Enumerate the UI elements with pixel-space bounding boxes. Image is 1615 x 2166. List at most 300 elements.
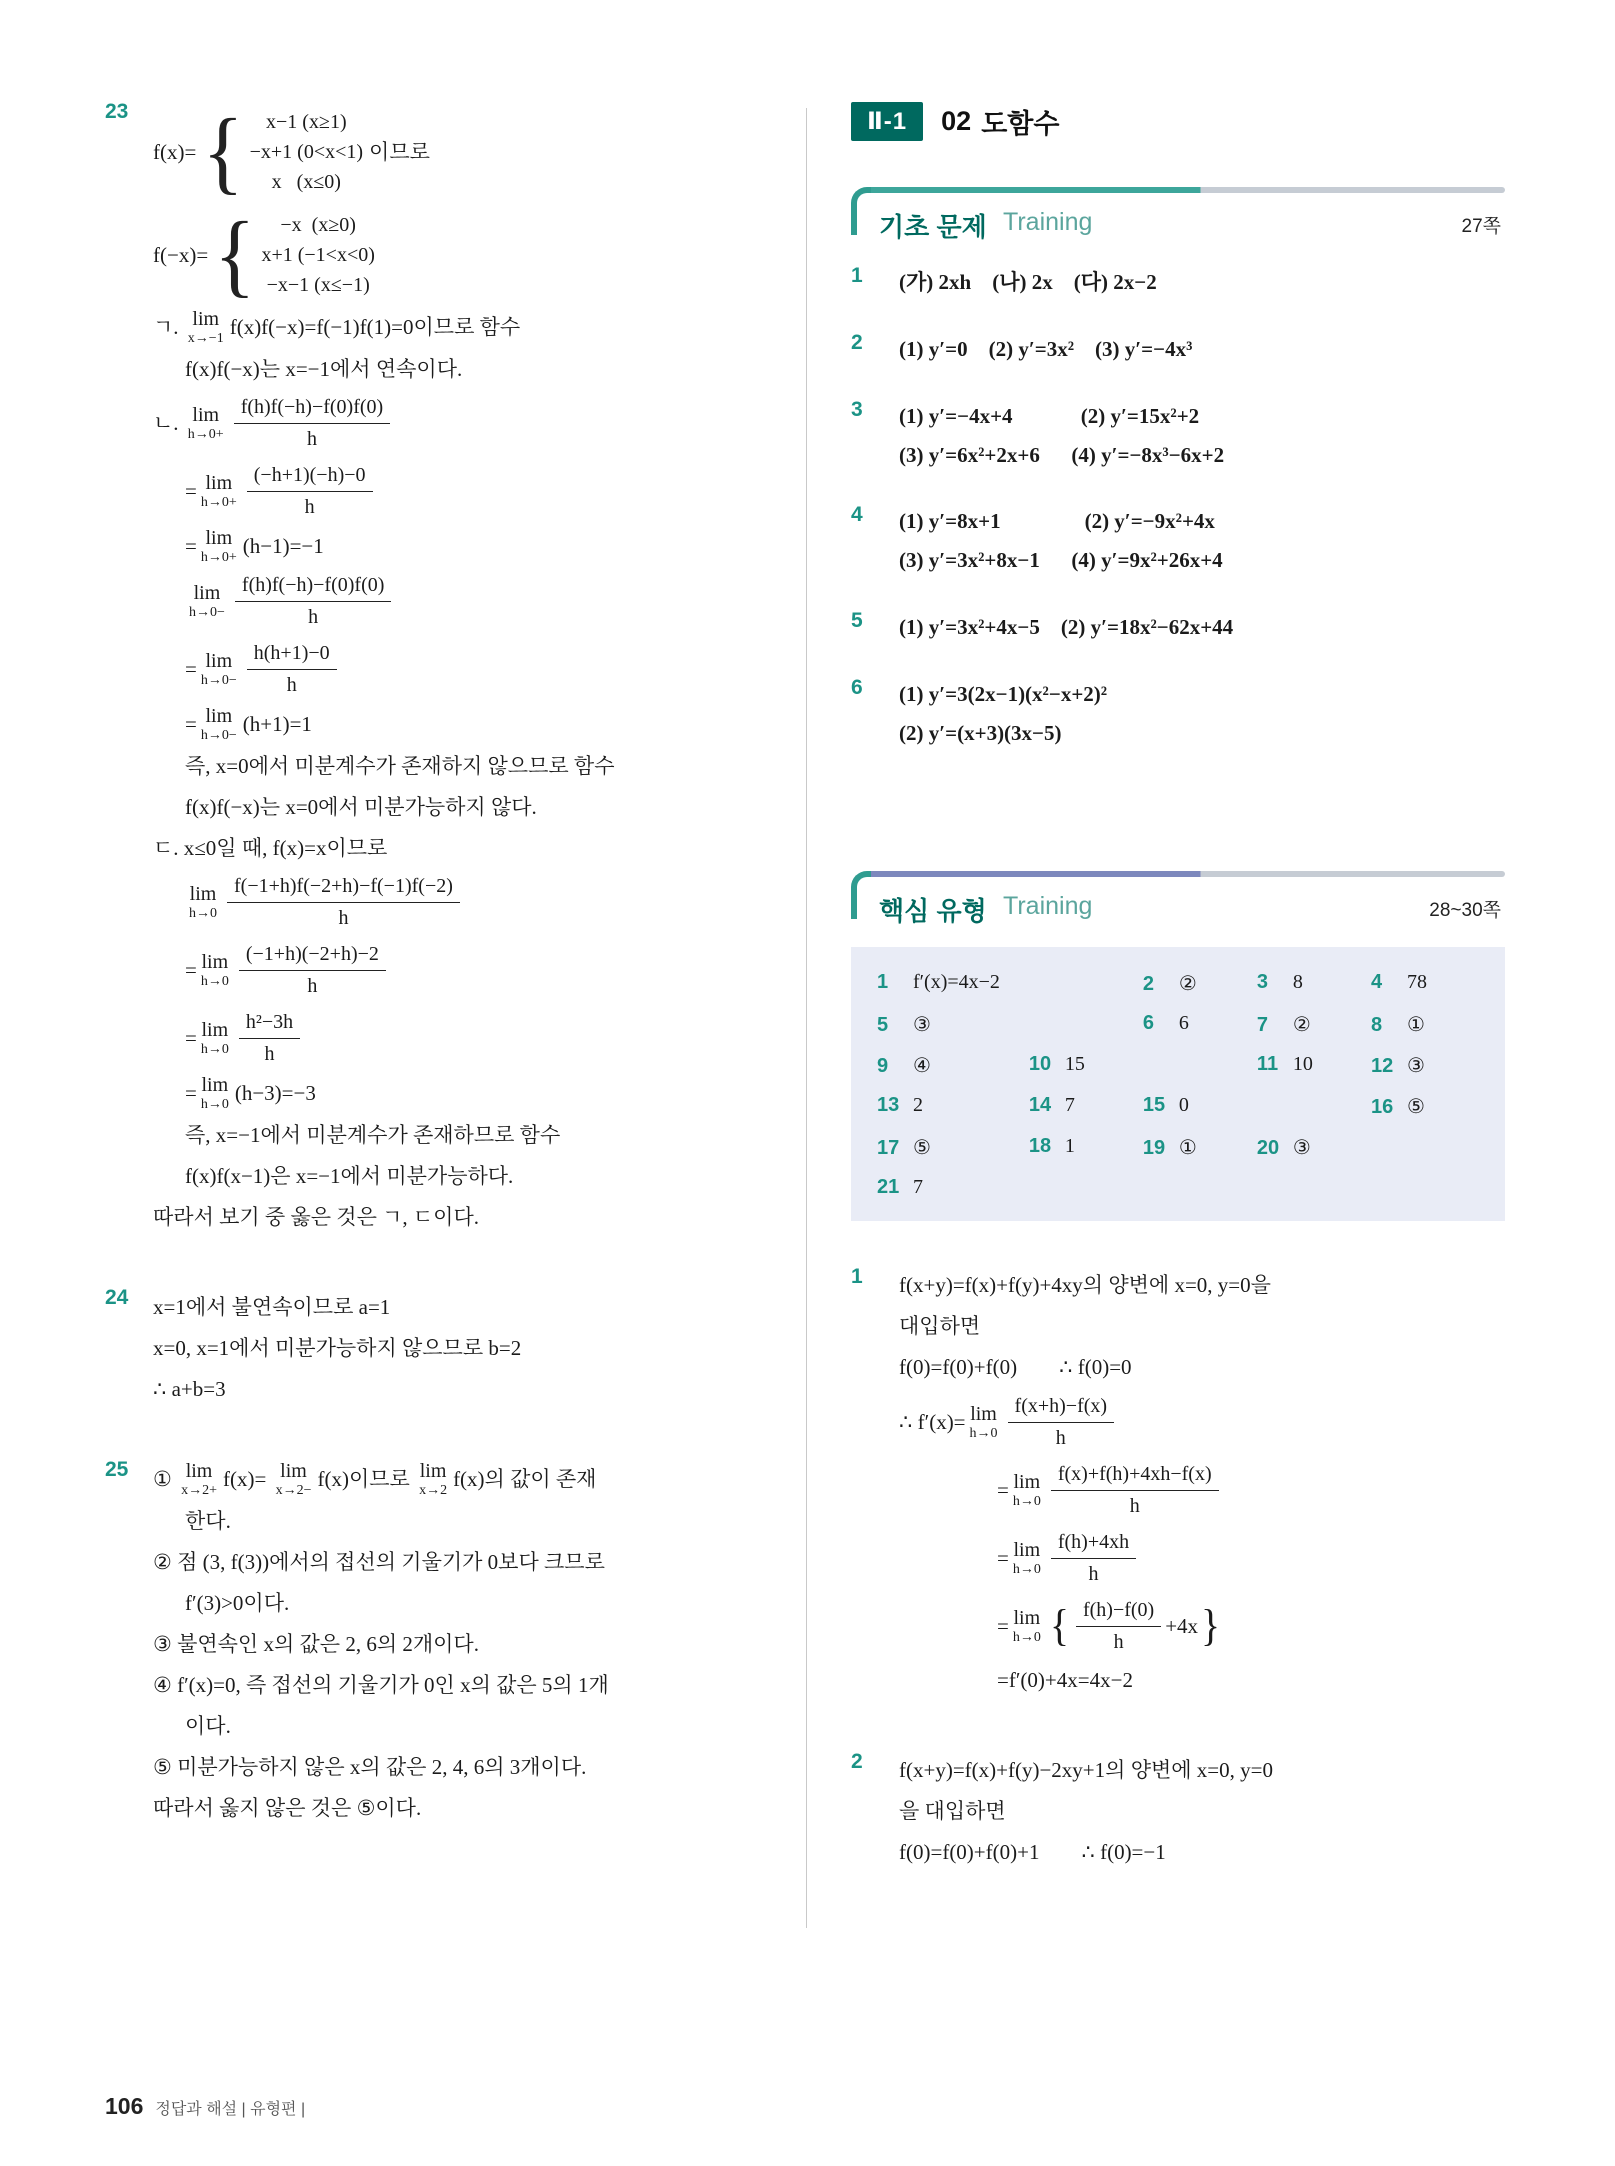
grid-answer-value: ①	[1178, 1136, 1197, 1159]
limit-subscript: h→0+	[200, 495, 237, 510]
fraction-numerator: (−1+h)(−2+h)−2	[239, 941, 386, 971]
grid-answer	[1371, 1094, 1479, 1119]
math-text: ∴ f′(x)=	[899, 1409, 966, 1434]
grid-answer-value: ④	[913, 1054, 931, 1077]
answer-line: (1) y′=3(2x−1)(x²−x+2)²	[899, 681, 1108, 706]
math-line	[153, 1749, 760, 1785]
math-line	[185, 1158, 760, 1194]
answer-lines	[899, 330, 1505, 369]
fraction	[1051, 1529, 1136, 1588]
fraction-numerator: f(x)+f(h)+4xh−f(x)	[1051, 1461, 1219, 1491]
grid-answer-value: 7	[913, 1175, 923, 1198]
limit-subscript: h→0	[1012, 1493, 1041, 1509]
fraction	[1051, 1461, 1219, 1520]
math-line	[153, 1667, 760, 1703]
math-line	[899, 1391, 1505, 1454]
math-line	[185, 748, 760, 784]
math-text: 이므로	[369, 139, 430, 164]
math-text: =	[185, 1081, 197, 1106]
fraction-denominator: h	[286, 674, 297, 696]
fraction	[227, 873, 460, 932]
math-line	[153, 1790, 760, 1826]
limit-subscript: x→−1	[187, 331, 224, 346]
answer-item	[851, 263, 1505, 302]
math-text: f(0)=f(0)+f(0)+1 ∴ f(0)=−1	[899, 1840, 1166, 1865]
grid-answer	[1257, 1012, 1365, 1037]
math-text: f(x)f(−x)는 x=−1에서 연속이다.	[185, 356, 463, 381]
math-text: 을 대입하면	[899, 1799, 1006, 1824]
answer-number: 4	[851, 503, 863, 527]
limit-subscript: h→0	[200, 974, 229, 989]
limit	[1013, 1540, 1041, 1577]
math-text: f(x+y)=f(x)+f(y)−2xy+1의 양변에 x=0, y=0	[899, 1758, 1273, 1783]
fraction	[1076, 1597, 1161, 1656]
limit-subscript: h→0−	[189, 605, 225, 620]
fraction-denominator: h	[306, 428, 317, 450]
fraction-numerator: f(h)f(−h)−f(0)f(0)	[235, 572, 391, 602]
brace-icon: {	[202, 99, 244, 203]
grid-answer	[1257, 1053, 1365, 1078]
problem-number: 1	[851, 1264, 863, 1288]
grid-answer	[877, 1094, 1023, 1119]
answer-number: 6	[851, 675, 863, 699]
limit	[201, 1075, 229, 1112]
math-line	[185, 1503, 760, 1539]
limit	[419, 1461, 447, 1498]
grid-answer-number: 13	[877, 1093, 900, 1116]
limit	[201, 528, 237, 565]
piecewise-row: x−1 (x≥1)	[266, 111, 347, 133]
math-line	[899, 1309, 1505, 1345]
limit-subscript: h→0	[1012, 1629, 1041, 1645]
grid-answer-number: 7	[1256, 1013, 1269, 1036]
math-text: =	[185, 479, 197, 504]
piecewise-rows	[250, 107, 363, 197]
grid-answer-value: 10	[1292, 1052, 1313, 1075]
answer-lines	[899, 263, 1505, 302]
limit-word: lim	[419, 1460, 447, 1482]
math-text: f(x)=	[153, 139, 197, 164]
limit	[1013, 1472, 1041, 1509]
grid-answer-value: 1	[1064, 1134, 1075, 1157]
math-text: ③ 불연속인 x의 값은 2, 6의 2개이다.	[153, 1631, 479, 1656]
grid-answer	[1029, 1094, 1137, 1119]
limit-subscript: h→0+	[187, 427, 224, 442]
limit-word: lim	[192, 404, 220, 426]
grid-answer-number: 9	[877, 1054, 889, 1077]
grid-answer-number: 15	[1142, 1093, 1166, 1116]
problem-number: 2	[851, 1749, 863, 1773]
problem-number: 24	[105, 1286, 129, 1309]
fraction-numerator: (−h+1)(−h)−0	[247, 462, 373, 492]
basic-training-section	[851, 187, 1505, 753]
page-footer	[105, 2093, 305, 2120]
fraction	[1008, 1393, 1115, 1452]
math-text: =	[185, 657, 197, 682]
piecewise-rows	[261, 210, 374, 300]
limit-subscript: x→2+	[181, 1483, 217, 1498]
math-text: 따라서 옳지 않은 것은 ⑤이다.	[153, 1795, 422, 1820]
basic-page-reference: 27쪽	[1461, 216, 1501, 237]
big-delimiter: }	[1201, 1601, 1221, 1651]
grid-answer-number: 17	[877, 1136, 900, 1159]
limit	[189, 884, 217, 921]
answer-line: (3) y′=6x²+2x+6 (4) y′=−8x³−6x+2	[899, 442, 1225, 467]
math-text: =	[185, 958, 197, 983]
piecewise-row: x (x≤0)	[271, 171, 341, 193]
answer-number: 2	[851, 330, 863, 354]
grid-answer-number: 4	[1370, 970, 1383, 993]
limit-word: lim	[192, 308, 220, 330]
math-text: f′(3)>0이다.	[185, 1590, 290, 1615]
limit-word: lim	[1013, 1470, 1041, 1493]
basic-section-title: 기초 문제	[879, 212, 987, 242]
fraction-denominator: h	[1088, 1562, 1099, 1585]
section-title: 도함수	[981, 109, 1060, 139]
limit	[189, 583, 225, 620]
math-text: x=1에서 불연속이므로 a=1	[153, 1294, 391, 1319]
fraction-denominator: h	[1055, 1426, 1066, 1449]
grid-answer	[1257, 1135, 1479, 1160]
math-text: =	[185, 534, 197, 559]
math-line	[153, 392, 760, 455]
limit	[188, 309, 224, 346]
problem	[105, 1456, 760, 1831]
fraction-numerator: h(h+1)−0	[247, 640, 337, 670]
math-line	[185, 1585, 760, 1621]
answer-line: (1) y′=3x²+4x−5 (2) y′=18x²−62x+44	[899, 615, 1234, 640]
limit-word: lim	[280, 1460, 307, 1482]
math-line	[899, 1753, 1505, 1789]
answer-number: 3	[851, 397, 863, 421]
grid-answer-number: 10	[1028, 1052, 1052, 1075]
problem-number: 23	[105, 100, 129, 123]
math-text: f(x)이므로	[317, 1467, 416, 1492]
grid-answer	[1029, 1135, 1137, 1160]
fraction-denominator: h	[308, 606, 319, 628]
math-line	[185, 570, 760, 633]
answer-lines	[899, 675, 1505, 753]
answer-line: (1) y′=8x+1 (2) y′=−9x²+4x	[899, 509, 1215, 534]
math-text: 이다.	[185, 1713, 231, 1738]
math-line	[185, 351, 760, 387]
math-line	[185, 528, 760, 565]
problem-body	[899, 1263, 1505, 1704]
chapter-header	[851, 102, 1505, 141]
math-line	[153, 1199, 760, 1235]
right-column	[851, 98, 1505, 1928]
core-section-title: 핵심 유형	[879, 895, 987, 926]
grid-answer-value: ⑤	[1406, 1095, 1425, 1118]
grid-answer-value: 2	[913, 1093, 923, 1116]
basic-section-subtitle: Training	[1003, 208, 1093, 236]
grid-answer-number: 1	[877, 970, 889, 993]
limit	[201, 473, 237, 510]
math-text: ② 점 (3, f(3))에서의 접선의 기울기가 0보다 크므로	[153, 1549, 605, 1574]
problem-number: 25	[105, 1458, 129, 1481]
grid-answer-value: ③	[913, 1013, 931, 1036]
limit-word: lim	[1013, 1606, 1041, 1629]
problem	[105, 98, 760, 1240]
limit-word: lim	[205, 472, 233, 494]
answer-lines	[899, 502, 1505, 580]
grid-answer-number: 6	[1142, 1011, 1154, 1034]
grid-answer-number: 11	[1256, 1052, 1279, 1075]
fraction-denominator: h	[338, 907, 349, 929]
limit-subscript: h→0	[200, 1042, 229, 1057]
math-text: ㄱ.	[153, 315, 184, 340]
chapter-badge: Ⅱ-1	[851, 102, 923, 141]
limit	[201, 952, 229, 989]
math-text: =f′(0)+4x=4x−2	[997, 1668, 1133, 1693]
math-text: ④ f′(x)=0, 즉 접선의 기울기가 0인 x의 값은 5의 1개	[153, 1672, 609, 1697]
math-line	[153, 202, 760, 306]
grid-answer-number: 12	[1370, 1054, 1394, 1077]
answer-lines	[899, 397, 1505, 475]
page-columns	[105, 98, 1505, 1928]
limit-word: lim	[193, 582, 221, 604]
limit	[188, 405, 224, 442]
limit-word: lim	[205, 705, 233, 727]
limit-word: lim	[185, 1460, 213, 1482]
math-line	[997, 1663, 1505, 1699]
problem-body	[153, 1284, 760, 1412]
fraction	[247, 640, 337, 699]
grid-answer-value: ②	[1292, 1013, 1311, 1036]
limit-subscript: h→0	[189, 906, 217, 921]
problem	[105, 1284, 760, 1412]
grid-answer-value: ①	[1406, 1013, 1425, 1036]
limit	[201, 651, 237, 688]
footer-label: 정답과 해설 | 유형편 |	[155, 2101, 306, 2118]
core-training-section	[851, 871, 1505, 1876]
grid-answer-value: 7	[1064, 1093, 1075, 1116]
limit	[201, 1020, 229, 1057]
grid-answer	[1371, 1053, 1479, 1078]
fraction	[235, 572, 391, 631]
fraction-denominator: h	[1129, 1494, 1140, 1517]
math-line	[153, 1544, 760, 1580]
limit-word: lim	[201, 1019, 229, 1041]
core-section-subtitle: Training	[1003, 891, 1093, 920]
limit-word: lim	[201, 951, 229, 973]
fraction-numerator: f(−1+h)f(−2+h)−f(−1)f(−2)	[227, 873, 460, 903]
basic-section-header	[851, 187, 1505, 249]
section-corner-accent	[851, 187, 879, 235]
grid-answer-value: 0	[1178, 1093, 1189, 1116]
math-line	[185, 1117, 760, 1153]
math-line	[153, 309, 760, 346]
answer-number: 5	[851, 609, 863, 633]
math-line	[185, 939, 760, 1002]
math-line	[153, 1289, 760, 1325]
answer-lines	[899, 608, 1505, 647]
math-text: ㄴ.	[153, 411, 184, 436]
grid-answer-value: f′(x)=4x−2	[913, 970, 1000, 993]
grid-answer-number: 2	[1142, 972, 1154, 995]
fraction	[247, 462, 373, 521]
grid-answer-number: 5	[877, 1013, 889, 1036]
grid-answer	[877, 1135, 1023, 1160]
limit-subscript: h→0	[1012, 1561, 1041, 1577]
grid-answer-value: 15	[1064, 1052, 1085, 1075]
problem-body	[153, 1456, 760, 1831]
math-line	[185, 706, 760, 743]
fraction-numerator: f(h)+4xh	[1051, 1529, 1136, 1559]
math-line	[153, 830, 760, 866]
left-problems	[105, 98, 760, 1831]
fraction-denominator: h	[1113, 1630, 1124, 1653]
answer-grid	[877, 971, 1479, 1199]
math-text: x=0, x=1에서 미분가능하지 않으므로 b=2	[153, 1335, 522, 1360]
section-number: 02	[941, 106, 972, 136]
limit	[1013, 1608, 1041, 1645]
brace-icon: {	[214, 202, 256, 306]
fraction-denominator: h	[307, 975, 318, 997]
answer-item	[851, 502, 1505, 580]
grid-answer-number: 8	[1370, 1013, 1383, 1036]
grid-answer-value: 78	[1406, 970, 1427, 993]
answer-item	[851, 330, 1505, 369]
grid-answer	[1371, 1012, 1479, 1037]
math-text: f(x)f(x−1)은 x=−1에서 미분가능하다.	[185, 1163, 514, 1188]
math-text: f(x)f(−x)=f(−1)f(1)=0이므로 함수	[229, 315, 521, 340]
grid-answer-number: 16	[1370, 1095, 1394, 1118]
math-text: ∴ a+b=3	[153, 1376, 226, 1401]
limit-word: lim	[201, 1074, 229, 1096]
problem-body	[899, 1748, 1505, 1876]
math-line	[899, 1794, 1505, 1830]
problem	[851, 1748, 1505, 1876]
math-line	[153, 99, 760, 203]
math-text: (h−1)=−1	[242, 534, 324, 559]
math-text: +4x	[1165, 1613, 1199, 1638]
grid-answer-value: ⑤	[913, 1136, 931, 1159]
fraction-numerator: h²−3h	[239, 1009, 300, 1039]
piecewise-function	[202, 99, 364, 203]
basic-answer-list	[851, 263, 1505, 753]
math-line	[997, 1459, 1505, 1522]
math-line	[185, 789, 760, 825]
limit	[201, 706, 237, 743]
math-line	[899, 1835, 1505, 1871]
fraction-denominator: h	[264, 1043, 275, 1065]
grid-answer	[1143, 1094, 1365, 1119]
piecewise-row: −x+1 (0<x<1)	[249, 141, 364, 163]
answer-line: (1) y′=0 (2) y′=3x² (3) y′=−4x³	[899, 336, 1193, 361]
limit-word: lim	[189, 883, 217, 905]
math-text: =	[997, 1477, 1009, 1502]
math-line	[899, 1268, 1505, 1304]
limit-subscript: h→0	[969, 1425, 998, 1441]
limit-word: lim	[205, 527, 233, 549]
math-text: (h+1)=1	[242, 712, 312, 737]
math-line	[185, 1708, 760, 1744]
limit-subscript: x→2−	[275, 1483, 312, 1498]
grid-answer-value: ③	[1406, 1054, 1425, 1077]
grid-answer	[1029, 1053, 1251, 1078]
grid-answer-value: ②	[1178, 972, 1197, 995]
fraction-numerator: f(h)−f(0)	[1076, 1597, 1161, 1627]
answer-line: (1) y′=−4x+4 (2) y′=15x²+2	[899, 403, 1200, 428]
fraction-denominator: h	[304, 496, 315, 518]
math-line	[185, 1075, 760, 1112]
math-text: 대입하면	[899, 1314, 981, 1339]
limit-word: lim	[1013, 1538, 1041, 1561]
grid-answer-value: ③	[1292, 1136, 1311, 1159]
math-text: =	[185, 1026, 197, 1051]
grid-answer-number: 21	[877, 1175, 900, 1198]
limit-subscript: h→0+	[200, 550, 237, 565]
grid-answer	[1257, 971, 1365, 996]
math-text: ①	[153, 1467, 178, 1492]
limit	[276, 1461, 312, 1498]
problem	[851, 1263, 1505, 1704]
answer-line: (3) y′=3x²+8x−1 (4) y′=9x²+26x+4	[899, 548, 1223, 573]
math-text: f(0)=f(0)+f(0) ∴ f(0)=0	[899, 1355, 1132, 1380]
piecewise-row: x+1 (−1<x<0)	[261, 244, 375, 266]
math-line	[899, 1350, 1505, 1386]
grid-answer	[877, 1176, 1023, 1199]
piecewise-row: −x−1 (x≤−1)	[266, 274, 370, 296]
math-line	[153, 1626, 760, 1662]
limit-word: lim	[970, 1402, 997, 1425]
math-text: (h−3)=−3	[234, 1081, 316, 1106]
grid-answer	[1371, 971, 1479, 996]
answer-number: 1	[851, 264, 863, 287]
limit	[181, 1461, 217, 1498]
fraction	[239, 1009, 300, 1068]
math-text: =	[997, 1545, 1009, 1570]
grid-answer	[877, 1053, 1023, 1078]
math-line	[185, 460, 760, 523]
section-top-bar	[871, 871, 1505, 877]
math-line	[997, 1595, 1505, 1658]
answer-line: (가) 2xh (나) 2x (다) 2x−2	[899, 270, 1157, 294]
answer-item	[851, 675, 1505, 753]
grid-answer	[877, 971, 1137, 996]
math-text: ⑤ 미분가능하지 않은 x의 값은 2, 4, 6의 3개이다.	[153, 1754, 587, 1779]
fraction	[239, 941, 386, 1000]
math-text: =	[997, 1613, 1009, 1638]
math-line	[153, 1330, 760, 1366]
answer-summary-box	[851, 947, 1505, 1221]
limit-subscript: x→2	[419, 1483, 448, 1498]
page-number: 106	[105, 2093, 144, 2119]
answer-item	[851, 608, 1505, 647]
core-page-reference: 28~30쪽	[1429, 899, 1501, 921]
grid-answer	[877, 1012, 1137, 1037]
math-line	[185, 871, 760, 934]
grid-answer-number: 14	[1028, 1093, 1052, 1116]
core-section-header	[851, 871, 1505, 933]
math-line	[185, 638, 760, 701]
grid-answer-value: 6	[1178, 1011, 1189, 1034]
math-text: =	[185, 712, 197, 737]
grid-answer-number: 3	[1256, 970, 1269, 993]
math-line	[153, 1461, 760, 1498]
math-text: 즉, x=0에서 미분계수가 존재하지 않으므로 함수	[185, 753, 615, 778]
limit	[970, 1404, 998, 1441]
grid-answer	[1143, 1135, 1251, 1160]
limit-subscript: h→0	[200, 1097, 229, 1112]
math-text: f(x+y)=f(x)+f(y)+4xy의 양변에 x=0, y=0을	[899, 1273, 1271, 1298]
math-text: ㄷ. x≤0일 때, f(x)=x이므로	[153, 835, 388, 860]
answer-item	[851, 397, 1505, 475]
limit-subscript: h→0−	[200, 728, 237, 743]
math-text: f(−x)=	[153, 242, 209, 267]
math-text: f(x)의 값이 존재	[453, 1467, 597, 1492]
